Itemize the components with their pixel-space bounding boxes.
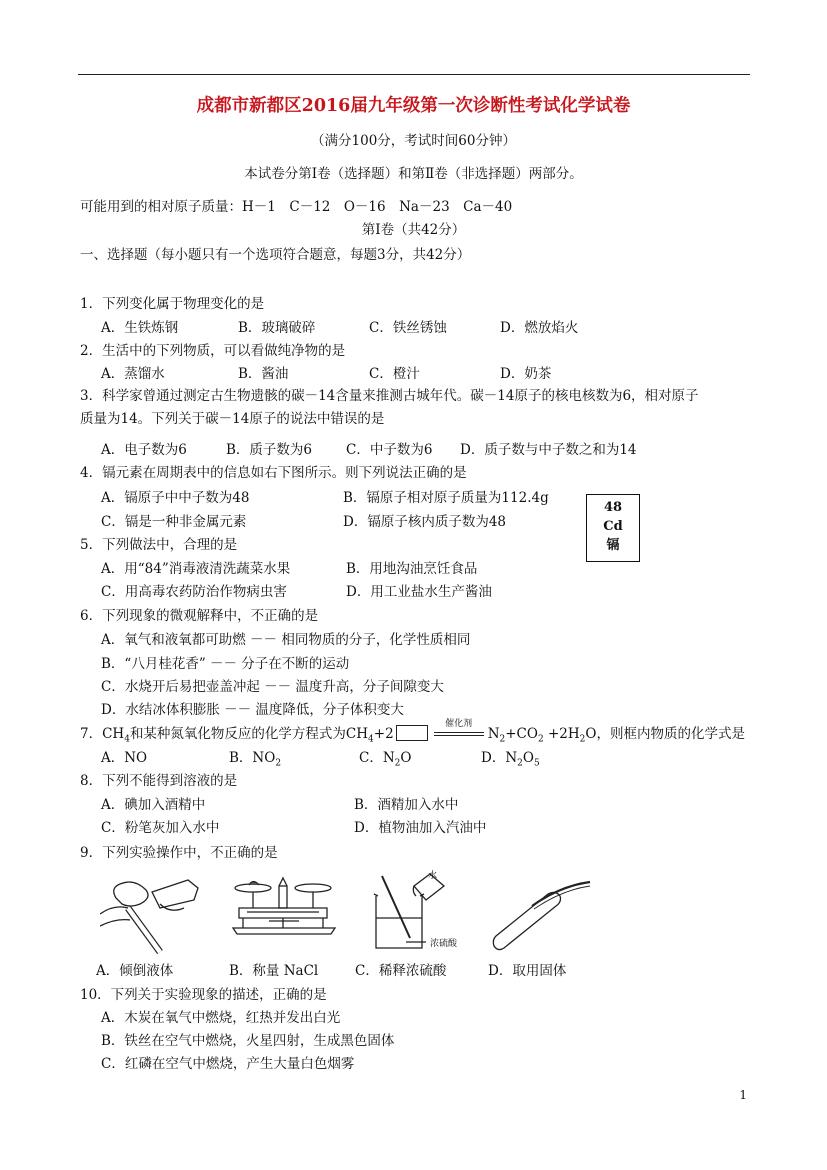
question-4-stem: 4．镉元素在周期表中的信息如右下图所示。则下列说法正确的是 bbox=[80, 465, 467, 481]
answer-blank-box bbox=[396, 725, 428, 741]
question-1-stem: 1．下列变化属于物理变化的是 bbox=[80, 296, 265, 312]
element-name: 镉 bbox=[606, 538, 620, 553]
question-3-stem-cont: 质量为14。下列关于碳－14原子的说法中错误的是 bbox=[80, 411, 385, 427]
page-title: 成都市新都区2016届九年级第一次诊断性考试化学试卷 bbox=[196, 96, 631, 116]
element-symbol: Cd bbox=[603, 519, 623, 534]
q7-option-a: A．NO bbox=[101, 750, 148, 766]
taking-solid-figure bbox=[490, 874, 595, 956]
question-8-stem: 8．下列不能得到溶液的是 bbox=[80, 773, 238, 789]
q7-option-d: D．$N_2O_5$ bbox=[481, 750, 540, 769]
question-2-stem: 2．生活中的下列物质，可以看做纯净物的是 bbox=[80, 343, 346, 359]
q9-option-b: B．称量 NaCl bbox=[229, 963, 319, 979]
element-number: 48 bbox=[603, 500, 623, 515]
q6-option-a: A．氧气和液氧都可助燃 －－ 相同物质的分子，化学性质相同 bbox=[101, 632, 471, 648]
q5-option-a: A．用“84”消毒液清洗蔬菜水果 bbox=[101, 561, 291, 577]
q3-option-a: A．电子数为6 bbox=[101, 442, 187, 458]
q4-option-a: A．镉原子中中子数为48 bbox=[101, 490, 250, 506]
q10-option-a: A．木炭在氧气中燃烧，红热并发出白光 bbox=[101, 1010, 341, 1026]
header-rule bbox=[78, 74, 750, 75]
q5-option-d: D．用工业盐水生产酱油 bbox=[346, 584, 492, 600]
part1-title: 第Ⅰ卷（共42分） bbox=[361, 222, 466, 238]
page-number: 1 bbox=[739, 1088, 747, 1102]
q7-option-b: B．$NO_2$ bbox=[229, 750, 282, 769]
reaction-arrow: 催化剂 bbox=[434, 728, 484, 742]
q10-option-c: C．红磷在空气中燃烧，产生大量白色烟雾 bbox=[101, 1056, 355, 1072]
q8-option-c: C．粉笔灰加入水中 bbox=[101, 820, 220, 836]
question-6-stem: 6．下列现象的微观解释中，不正确的是 bbox=[80, 608, 319, 624]
q10-option-b: B．铁丝在空气中燃烧，火星四射，生成黑色固体 bbox=[101, 1033, 395, 1049]
question-3-stem: 3．科学家曾通过测定古生物遗骸的碳－14含量来推测古城年代。碳－14原子的核电核数为6，相对原子 bbox=[80, 388, 699, 404]
q3-option-c: C．中子数为6 bbox=[346, 442, 433, 458]
q1-option-a: A．生铁炼钢 bbox=[101, 320, 179, 336]
water-label: 水 bbox=[428, 871, 438, 881]
q6-option-c: C．水烧开后易把壶盖冲起 －－ 温度升高，分子间隙变大 bbox=[101, 679, 444, 695]
question-10-stem: 10．下列关于实验现象的描述，正确的是 bbox=[80, 987, 327, 1003]
question-9-stem: 9．下列实验操作中，不正确的是 bbox=[80, 845, 278, 861]
q5-option-c: C．用高毒农药防治作物病虫害 bbox=[101, 584, 287, 600]
q6-option-b: B．“八月桂花香” －－ 分子在不断的运动 bbox=[101, 656, 350, 672]
q1-option-d: D．燃放焰火 bbox=[500, 320, 579, 336]
q9-option-a: A．倾倒液体 bbox=[96, 963, 174, 979]
q4-option-b: B．镉原子相对原子质量为112.4g bbox=[343, 490, 549, 506]
q3-option-b: B．质子数为6 bbox=[226, 442, 313, 458]
question-7-stem: 7．$CH_4$和某种氮氧化物反应的化学方程式为$CH_4+2$ 催化剂 $N_2+CO_2 +2H_2O$，则框内物质的化学式是 bbox=[80, 718, 745, 745]
section-heading: 一、选择题（每小题只有一个选项符合题意，每题3分，共42分） bbox=[80, 247, 471, 263]
q8-option-a: A．碘加入酒精中 bbox=[101, 797, 206, 813]
q4-option-c: C．镉是一种非金属元素 bbox=[101, 514, 247, 530]
atomic-masses: 可能用到的相对原子质量：H－1 C－12 O－16 Na－23 Ca－40 bbox=[80, 199, 513, 215]
question-5-stem: 5．下列做法中，合理的是 bbox=[80, 537, 238, 553]
q8-option-d: D．植物油加入汽油中 bbox=[354, 820, 487, 836]
q2-option-a: A．蒸馏水 bbox=[101, 366, 165, 382]
q1-option-b: B．玻璃破碎 bbox=[238, 320, 316, 336]
q3-option-d: D．质子数与中子数之和为14 bbox=[460, 442, 637, 458]
q7-option-c: C．$N_2O$ bbox=[359, 750, 412, 769]
acid-label: 浓硫酸 bbox=[430, 939, 458, 949]
cadmium-element-box bbox=[586, 494, 640, 562]
q9-option-c: C．稀释浓硫酸 bbox=[355, 963, 447, 979]
q2-option-b: B．酱油 bbox=[238, 366, 289, 382]
q6-option-d: D．水结冰体积膨胀 －－ 温度降低，分子体积变大 bbox=[101, 702, 404, 718]
q1-option-c: C．铁丝锈蚀 bbox=[369, 320, 447, 336]
q2-option-d: D．奶茶 bbox=[500, 366, 552, 382]
pouring-liquid-figure bbox=[100, 874, 205, 956]
subtitle: （满分100分，考试时间60分钟） bbox=[311, 133, 516, 149]
q8-option-b: B．酒精加入水中 bbox=[354, 797, 459, 813]
q2-option-c: C．橙汁 bbox=[369, 366, 420, 382]
intro: 本试卷分第Ⅰ卷（选择题）和第Ⅱ卷（非选择题）两部分。 bbox=[244, 166, 583, 182]
q5-option-b: B．用地沟油烹饪食品 bbox=[346, 561, 478, 577]
q4-option-d: D．镉原子核内质子数为48 bbox=[343, 514, 507, 530]
dilute-acid-figure bbox=[366, 866, 481, 956]
q9-option-d: D．取用固体 bbox=[488, 963, 567, 979]
balance-figure bbox=[229, 874, 339, 956]
